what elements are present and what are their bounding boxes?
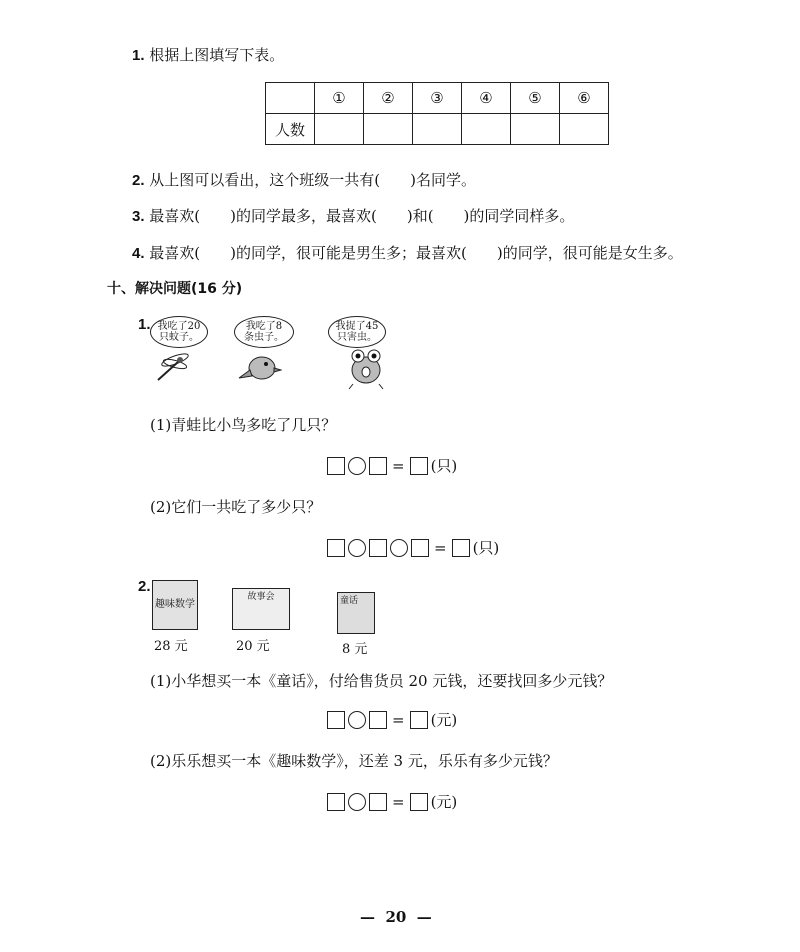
sub-question-2-2: (2)乐乐想买一本《趣味数学》，还差 3 元，乐乐有多少元钱？ [150,752,558,770]
speech-bubble-bird: 我吃了8条虫子。 [234,316,294,348]
question-number: 3. [132,208,145,225]
book-math-icon: 趣味数学 [152,580,198,630]
table-header-cell: ③ [413,83,462,114]
table-header-cell: ⑤ [511,83,560,114]
book-fairytale-icon: 童话 [337,592,375,634]
section-title: 十、解决问题(16 分) [107,281,243,297]
equals-sign: = [392,456,405,475]
book-price: 8 元 [342,642,368,657]
operator-circle[interactable] [348,793,366,811]
book-price: 28 元 [154,639,188,654]
question-text: 最喜欢( )的同学最多，最喜欢( )和( )的同学同样多。 [149,207,575,225]
sub-question-2-1: (1)小华想买一本《童话》，付给售货员 20 元钱，还要找回多少元钱？ [150,672,613,690]
answer-box[interactable] [327,539,345,557]
equation-1-2 [327,537,499,558]
footer-dash: — [360,908,386,926]
equation-2-2 [327,791,457,812]
question-number: 4. [132,245,145,262]
row-label: 人数 [266,114,315,145]
answer-box[interactable] [369,539,387,557]
answer-cell[interactable] [511,114,560,145]
answer-box[interactable] [410,711,428,729]
operator-circle[interactable] [390,539,408,557]
footer-dash: — [406,908,432,926]
dragonfly-icon [150,348,200,384]
equation-1-1 [327,455,457,476]
question-number: 2. [132,172,145,189]
question-1 [132,44,284,65]
book-stack-icon: 故事会 [232,588,290,630]
question-text: 最喜欢( )的同学，很可能是男生多；最喜欢( )的同学，很可能是女生多。 [149,244,683,262]
table-header-cell: ① [315,83,364,114]
answer-cell[interactable] [364,114,413,145]
operator-circle[interactable] [348,457,366,475]
book-price: 20 元 [236,639,270,654]
page-number-value: 20 [385,908,407,926]
answer-box[interactable] [327,793,345,811]
table-header-cell [266,83,315,114]
question-text: 从上图可以看出，这个班级一共有( )名同学。 [149,171,477,189]
answer-cell[interactable] [462,114,511,145]
frog-icon [345,346,387,390]
answer-box[interactable] [327,711,345,729]
table-row [266,114,609,145]
problem-number: 2. [138,578,151,595]
question-3 [132,205,574,226]
answer-box[interactable] [369,793,387,811]
speech-bubble-frog: 我捉了45只害虫。 [328,316,386,348]
question-4 [132,242,683,263]
tally-table [265,82,609,145]
answer-box[interactable] [327,457,345,475]
unit-label: (只) [430,457,458,475]
sub-question-1-1: (1)青蛙比小鸟多吃了几只？ [150,416,337,434]
question-number: 1. [132,47,145,64]
equation-2-1 [327,709,457,730]
operator-circle[interactable] [348,711,366,729]
operator-circle[interactable] [348,539,366,557]
question-2 [132,169,476,190]
table-header-cell: ② [364,83,413,114]
answer-box[interactable] [411,539,429,557]
bird-icon [236,350,282,386]
answer-box[interactable] [410,457,428,475]
equals-sign: = [392,710,405,729]
table-header-cell: ④ [462,83,511,114]
answer-cell[interactable] [315,114,364,145]
table-header-row [266,83,609,114]
answer-box[interactable] [410,793,428,811]
answer-cell[interactable] [560,114,609,145]
question-text: 根据上图填写下表。 [149,46,285,64]
problem-number: 1. [138,316,151,333]
equals-sign: = [392,792,405,811]
unit-label: (只) [472,539,500,557]
answer-box[interactable] [452,539,470,557]
speech-bubble-dragonfly: 我吃了20只蚊子。 [150,316,208,348]
answer-cell[interactable] [413,114,462,145]
equals-sign: = [434,538,447,557]
unit-label: (元) [430,711,458,729]
answer-box[interactable] [369,457,387,475]
unit-label: (元) [430,793,458,811]
page-number [360,908,432,926]
sub-question-1-2: (2)它们一共吃了多少只？ [150,498,322,516]
table-header-cell: ⑥ [560,83,609,114]
answer-box[interactable] [369,711,387,729]
